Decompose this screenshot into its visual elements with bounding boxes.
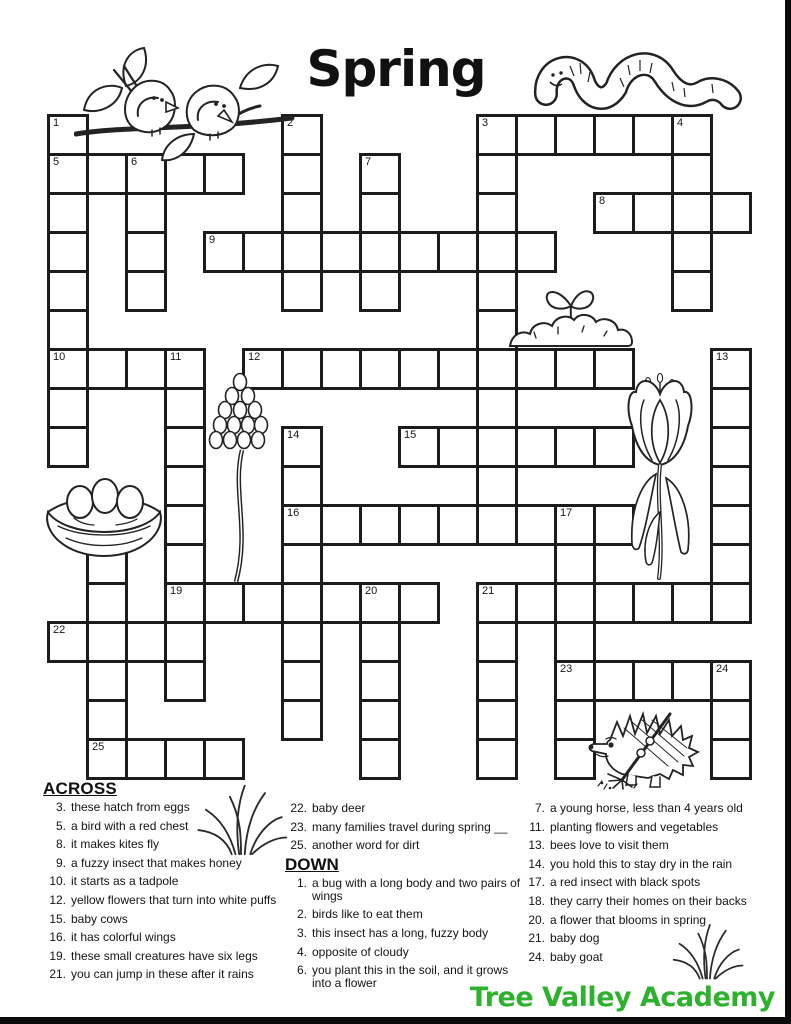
clue-down-2 xyxy=(285,908,523,921)
clue-number: 21. xyxy=(49,967,66,982)
clue-down-18 xyxy=(523,895,769,908)
clue-number: 2. xyxy=(296,907,307,922)
grid-cell-r6-c8[interactable] xyxy=(359,348,401,390)
clue-number: 5. xyxy=(55,818,66,833)
grid-cell-r3-c10[interactable] xyxy=(437,231,479,273)
grid-cell-r12-c5[interactable] xyxy=(242,582,284,624)
grid-cell-r5-c0[interactable] xyxy=(47,309,89,351)
grid-cell-r13-c6[interactable] xyxy=(281,621,323,663)
clue-across-3 xyxy=(44,801,286,814)
cell-number: 22 xyxy=(53,624,66,636)
grid-cell-r14-c8[interactable] xyxy=(359,660,401,702)
clue-text: a fuzzy insect that makes honey xyxy=(71,855,242,870)
sprout-icon xyxy=(506,282,636,350)
clue-number: 8. xyxy=(55,837,66,852)
clue-number: 14. xyxy=(528,856,545,871)
cell-number: 5 xyxy=(53,156,60,168)
grid-cell-r12-c13[interactable] xyxy=(554,582,596,624)
clue-text: it starts as a tadpole xyxy=(71,874,179,889)
clue-across-25 xyxy=(285,839,523,852)
scan-edge-bottom xyxy=(0,1017,791,1024)
grid-cell-r10-c13[interactable] xyxy=(554,504,596,546)
clue-number: 1. xyxy=(296,875,307,890)
grid-cell-r10-c8[interactable] xyxy=(359,504,401,546)
clue-text: they carry their homes on their backs xyxy=(550,893,747,908)
bird-nest-icon xyxy=(42,468,166,560)
grid-cell-r12-c14[interactable] xyxy=(593,582,635,624)
page-title: Spring xyxy=(306,40,486,98)
clue-number: 3. xyxy=(55,800,66,814)
clue-number: 4. xyxy=(296,944,307,959)
grape-hyacinth-flower-icon xyxy=(206,370,272,586)
grid-cell-r10-c17[interactable] xyxy=(710,504,752,546)
grid-cell-r2-c17[interactable] xyxy=(710,192,752,234)
clue-number: 21. xyxy=(528,931,545,946)
clue-text: it makes kites fly xyxy=(71,837,160,852)
grid-cell-r11-c13[interactable] xyxy=(554,543,596,585)
clue-number: 13. xyxy=(528,838,545,853)
clue-text: baby cows xyxy=(71,911,128,926)
grid-cell-r8-c3[interactable] xyxy=(164,426,206,468)
cell-number: 2 xyxy=(287,117,294,129)
cell-number: 15 xyxy=(404,429,417,441)
clue-text: baby deer xyxy=(312,801,366,815)
grid-cell-r12-c4[interactable] xyxy=(203,582,245,624)
grid-cell-r13-c0[interactable] xyxy=(47,621,89,663)
grid-cell-r11-c3[interactable] xyxy=(164,543,206,585)
grid-cell-r3-c4[interactable] xyxy=(203,231,245,273)
cell-number: 13 xyxy=(716,351,729,363)
grid-cell-r15-c8[interactable] xyxy=(359,699,401,741)
grid-cell-r12-c12[interactable] xyxy=(515,582,557,624)
cell-number: 9 xyxy=(209,234,216,246)
grid-cell-r16-c3[interactable] xyxy=(164,738,206,780)
grid-cell-r2-c2[interactable] xyxy=(125,192,167,234)
clue-number: 6. xyxy=(296,963,307,978)
grid-cell-r2-c14[interactable] xyxy=(593,192,635,234)
cell-number: 4 xyxy=(677,117,684,129)
clue-across-5 xyxy=(44,820,286,833)
grid-cell-r3-c7[interactable] xyxy=(320,231,362,273)
down-heading: DOWN xyxy=(285,854,339,874)
clue-number: 22. xyxy=(290,801,307,815)
grid-cell-r8-c10[interactable] xyxy=(437,426,479,468)
cell-number: 1 xyxy=(53,117,60,129)
grid-cell-r2-c0[interactable] xyxy=(47,192,89,234)
clue-down-11 xyxy=(523,821,769,834)
grid-cell-r3-c12[interactable] xyxy=(515,231,557,273)
grid-cell-r6-c6[interactable] xyxy=(281,348,323,390)
grid-cell-r12-c9[interactable] xyxy=(398,582,440,624)
grid-cell-r16-c8[interactable] xyxy=(359,738,401,780)
clue-across-23 xyxy=(285,821,523,834)
grid-cell-r4-c0[interactable] xyxy=(47,270,89,312)
cell-number: 8 xyxy=(599,195,606,207)
grid-cell-r6-c9[interactable] xyxy=(398,348,440,390)
grid-cell-r1-c11[interactable] xyxy=(476,153,518,195)
grid-cell-r16-c2[interactable] xyxy=(125,738,167,780)
cell-number: 25 xyxy=(92,741,105,753)
grid-cell-r13-c8[interactable] xyxy=(359,621,401,663)
grid-cell-r12-c6[interactable] xyxy=(281,582,323,624)
grid-cell-r13-c1[interactable] xyxy=(86,621,128,663)
grid-cell-r3-c0[interactable] xyxy=(47,231,89,273)
clue-number: 19. xyxy=(49,948,66,963)
clue-text: baby dog xyxy=(550,931,600,946)
cell-number: 16 xyxy=(287,507,300,519)
grid-cell-r8-c12[interactable] xyxy=(515,426,557,468)
clue-number: 15. xyxy=(49,911,66,926)
grid-cell-r2-c11[interactable] xyxy=(476,192,518,234)
grid-cell-r6-c0[interactable] xyxy=(47,348,89,390)
brand-logo-text: Tree Valley Academy xyxy=(469,982,775,1013)
clue-down-3 xyxy=(285,927,523,940)
clue-down-7 xyxy=(523,802,769,815)
worm-icon xyxy=(524,50,742,122)
grid-cell-r10-c10[interactable] xyxy=(437,504,479,546)
across-heading: ACROSS xyxy=(43,779,117,798)
grid-cell-r6-c1[interactable] xyxy=(86,348,128,390)
grid-cell-r6-c10[interactable] xyxy=(437,348,479,390)
grid-cell-r2-c8[interactable] xyxy=(359,192,401,234)
grid-cell-r7-c17[interactable] xyxy=(710,387,752,429)
grid-cell-r10-c7[interactable] xyxy=(320,504,362,546)
grid-cell-r6-c13[interactable] xyxy=(554,348,596,390)
crocus-flower-icon xyxy=(622,370,698,582)
clue-text: yellow flowers that turn into white puffs xyxy=(71,892,277,907)
grid-cell-r13-c13[interactable] xyxy=(554,621,596,663)
grid-cell-r4-c8[interactable] xyxy=(359,270,401,312)
grid-cell-r3-c16[interactable] xyxy=(671,231,713,273)
clue-across-16 xyxy=(44,931,286,944)
grid-cell-r4-c6[interactable] xyxy=(281,270,323,312)
cell-number: 24 xyxy=(716,663,729,675)
clue-text: planting flowers and vegetables xyxy=(550,819,719,834)
clue-text: you plant this in the soil, and it grows into a flower xyxy=(312,963,509,991)
clue-number: 7. xyxy=(534,801,545,815)
clue-number: 18. xyxy=(528,893,545,908)
cell-number: 10 xyxy=(53,351,66,363)
clue-number: 20. xyxy=(528,912,545,927)
across-clue-list-continued xyxy=(285,802,523,852)
grid-cell-r14-c6[interactable] xyxy=(281,660,323,702)
grid-cell-r2-c6[interactable] xyxy=(281,192,323,234)
clue-across-15 xyxy=(44,913,286,926)
clue-text: you hold this to stay dry in the rain xyxy=(550,856,733,871)
clue-text: opposite of cloudy xyxy=(312,944,409,959)
clue-number: 9. xyxy=(55,855,66,870)
clue-across-19 xyxy=(44,950,286,963)
clue-across-9 xyxy=(44,857,286,870)
grid-cell-r6-c12[interactable] xyxy=(515,348,557,390)
grid-cell-r8-c6[interactable] xyxy=(281,426,323,468)
clue-number: 11. xyxy=(529,819,545,834)
grid-cell-r12-c3[interactable] xyxy=(164,582,206,624)
clue-text: these small creatures have six legs xyxy=(71,948,258,963)
grid-cell-r12-c17[interactable] xyxy=(710,582,752,624)
grid-cell-r10-c12[interactable] xyxy=(515,504,557,546)
grid-cell-r10-c9[interactable] xyxy=(398,504,440,546)
grid-cell-r13-c3[interactable] xyxy=(164,621,206,663)
grid-cell-r3-c8[interactable] xyxy=(359,231,401,273)
across-clue-list xyxy=(44,801,286,987)
clue-number: 16. xyxy=(49,930,66,945)
clue-down-20 xyxy=(523,914,769,927)
clue-text: a young horse, less than 4 years old xyxy=(550,801,743,815)
grid-cell-r15-c17[interactable] xyxy=(710,699,752,741)
grid-cell-r6-c7[interactable] xyxy=(320,348,362,390)
grid-cell-r7-c3[interactable] xyxy=(164,387,206,429)
clue-across-10 xyxy=(44,875,286,888)
grid-cell-r6-c2[interactable] xyxy=(125,348,167,390)
clue-number: 24. xyxy=(528,949,545,964)
grid-cell-r6-c3[interactable] xyxy=(164,348,206,390)
grid-cell-r1-c16[interactable] xyxy=(671,153,713,195)
clue-down-24 xyxy=(523,951,769,964)
clue-number: 23. xyxy=(290,819,307,834)
grid-cell-r4-c2[interactable] xyxy=(125,270,167,312)
grid-cell-r8-c0[interactable] xyxy=(47,426,89,468)
grid-cell-r12-c15[interactable] xyxy=(632,582,674,624)
grid-cell-r14-c1[interactable] xyxy=(86,660,128,702)
clue-down-21 xyxy=(523,932,769,945)
grid-cell-r9-c3[interactable] xyxy=(164,465,206,507)
clue-text: baby goat xyxy=(550,949,603,964)
cell-number: 12 xyxy=(248,351,261,363)
grid-cell-r8-c17[interactable] xyxy=(710,426,752,468)
grid-cell-r16-c4[interactable] xyxy=(203,738,245,780)
cell-number: 17 xyxy=(560,507,573,519)
grid-cell-r8-c9[interactable] xyxy=(398,426,440,468)
cell-number: 19 xyxy=(170,585,183,597)
grid-cell-r12-c1[interactable] xyxy=(86,582,128,624)
cell-number: 20 xyxy=(365,585,378,597)
down-clue-list xyxy=(285,877,523,990)
grid-cell-r3-c6[interactable] xyxy=(281,231,323,273)
grid-cell-r2-c15[interactable] xyxy=(632,192,674,234)
grid-cell-r3-c11[interactable] xyxy=(476,231,518,273)
grid-cell-r14-c17[interactable] xyxy=(710,660,752,702)
grid-cell-r10-c3[interactable] xyxy=(164,504,206,546)
grid-cell-r6-c11[interactable] xyxy=(476,348,518,390)
grid-cell-r0-c11[interactable] xyxy=(476,114,518,156)
grid-cell-r15-c6[interactable] xyxy=(281,699,323,741)
clue-text: this insect has a long, fuzzy body xyxy=(312,925,489,940)
clue-down-14 xyxy=(523,858,769,871)
cell-number: 7 xyxy=(365,156,372,168)
clue-text: it has colorful wings xyxy=(71,930,176,945)
clue-down-17 xyxy=(523,876,769,889)
grid-cell-r8-c13[interactable] xyxy=(554,426,596,468)
clue-number: 10. xyxy=(49,874,66,889)
grid-cell-r4-c16[interactable] xyxy=(671,270,713,312)
clue-down-4 xyxy=(285,946,523,959)
grid-cell-r2-c16[interactable] xyxy=(671,192,713,234)
cell-number: 23 xyxy=(560,663,573,675)
clue-down-1 xyxy=(285,877,523,903)
grid-cell-r8-c11[interactable] xyxy=(476,426,518,468)
hedgehog-raking-icon xyxy=(584,696,706,790)
grid-cell-r16-c17[interactable] xyxy=(710,738,752,780)
birds-on-branch-icon xyxy=(74,42,296,166)
grid-cell-r9-c6[interactable] xyxy=(281,465,323,507)
clue-text: you can jump in these after it rains xyxy=(71,967,254,982)
grid-cell-r12-c7[interactable] xyxy=(320,582,362,624)
grid-cell-r10-c11[interactable] xyxy=(476,504,518,546)
clue-text: another word for dirt xyxy=(312,838,420,853)
grid-cell-r11-c6[interactable] xyxy=(281,543,323,585)
clue-number: 12. xyxy=(49,892,66,907)
cell-number: 6 xyxy=(131,156,138,168)
grid-cell-r12-c8[interactable] xyxy=(359,582,401,624)
grid-cell-r9-c17[interactable] xyxy=(710,465,752,507)
clue-text: a red insect with black spots xyxy=(550,875,701,890)
grid-cell-r15-c1[interactable] xyxy=(86,699,128,741)
clue-number: 17. xyxy=(528,875,545,890)
cell-number: 14 xyxy=(287,429,300,441)
scan-edge-right xyxy=(785,0,791,1024)
clue-text: many families travel during spring __ xyxy=(312,819,508,834)
grid-cell-r13-c2[interactable] xyxy=(125,621,167,663)
clue-text: a bird with a red chest xyxy=(71,818,189,833)
cell-number: 11 xyxy=(170,351,182,363)
grid-cell-r14-c11[interactable] xyxy=(476,660,518,702)
grid-cell-r6-c17[interactable] xyxy=(710,348,752,390)
clue-text: a bug with a long body and two pairs of wings xyxy=(312,875,521,903)
cell-number: 3 xyxy=(482,117,489,129)
clue-down-13 xyxy=(523,839,769,852)
clue-text: these hatch from eggs xyxy=(71,800,190,814)
grid-cell-r9-c11[interactable] xyxy=(476,465,518,507)
clue-number: 3. xyxy=(296,925,307,940)
grid-cell-r7-c11[interactable] xyxy=(476,387,518,429)
down-clue-list-continued xyxy=(523,802,769,969)
grid-cell-r16-c11[interactable] xyxy=(476,738,518,780)
clue-across-21 xyxy=(44,968,286,981)
grid-cell-r7-c0[interactable] xyxy=(47,387,89,429)
grid-cell-r3-c2[interactable] xyxy=(125,231,167,273)
clue-text: birds like to eat them xyxy=(312,907,423,922)
grid-cell-r10-c6[interactable] xyxy=(281,504,323,546)
grid-cell-r3-c5[interactable] xyxy=(242,231,284,273)
clue-text: a flower that blooms in spring xyxy=(550,912,707,927)
grid-cell-r16-c1[interactable] xyxy=(86,738,128,780)
clue-across-12 xyxy=(44,894,286,907)
grid-cell-r12-c16[interactable] xyxy=(671,582,713,624)
cell-number: 21 xyxy=(482,585,495,597)
grid-cell-r1-c8[interactable] xyxy=(359,153,401,195)
clue-number: 25. xyxy=(290,838,307,853)
grid-cell-r13-c11[interactable] xyxy=(476,621,518,663)
grid-cell-r15-c11[interactable] xyxy=(476,699,518,741)
grid-cell-r3-c9[interactable] xyxy=(398,231,440,273)
clue-across-22 xyxy=(285,802,523,815)
grid-cell-r11-c17[interactable] xyxy=(710,543,752,585)
grid-cell-r14-c3[interactable] xyxy=(164,660,206,702)
clue-across-8 xyxy=(44,838,286,851)
grid-cell-r12-c11[interactable] xyxy=(476,582,518,624)
middle-clue-column xyxy=(285,802,523,996)
clue-text: bees love to visit them xyxy=(550,838,669,853)
